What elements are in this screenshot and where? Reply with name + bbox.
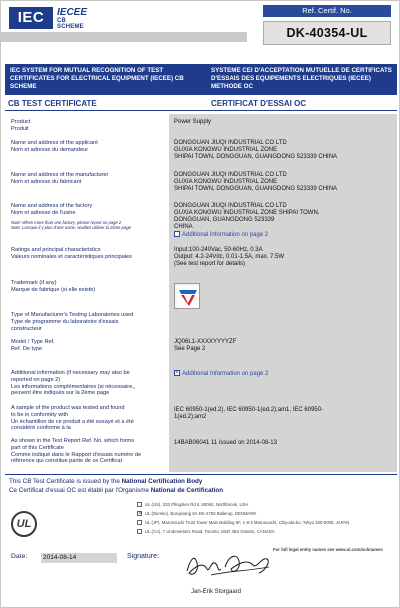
sample-label-en: A sample of the product was tested and found [11,405,125,411]
labs-label-fr: constructeur [11,325,42,332]
iec-logo: IEC [9,7,53,29]
ratings-line: (See test report for details) [174,260,246,267]
manufacturer-line: DONGGUAN JIUQI INDUSTRIAL CO LTD [174,172,287,178]
ratings-value [174,247,394,268]
product-label [11,119,166,133]
ul-entity-list [137,500,397,536]
cb-scheme-text: CB SCHEME [57,18,84,30]
issued-fr-text: Ce Certificat d'essai OC est établi par l'Organisme [9,487,149,494]
additional-info-text: Additional Information on page 2 [182,371,269,377]
factory-line: DONGGUAN JIUQI INDUSTRIAL CO LTD [174,203,287,209]
ul-entity-text: UL (CA), 7 Underwriters Road, Toronto, M1R 3B4 Ontario, CANADA [145,529,275,534]
additional-label-en: Additional information (if necessary may also be [11,370,130,376]
model-label [11,339,166,353]
system-title-en: IEC SYSTEM FOR MUTUAL RECOGNITION OF TEST CERTIFICATES FOR ELECTRICAL EQUIPMENT (IECEE) CB SCHEME [10,67,184,90]
issued-en-bold: National Certification Body [121,478,203,485]
sample-value [174,407,394,421]
sample-line: IEC 60950-1(ed.2), IEC 60950-1(ed.2);am1, IEC 60950- [174,407,324,413]
signer-name: Jan-Erik Storgaard [191,589,242,595]
ul-entity-text: UL (Demko), Borupvang 5A DK-2750 Ballerup, DENMARK [145,511,257,516]
model-line: JQ06L1-XXXXYYYYZF [174,339,237,345]
additional-label-en: reported on page 2) [11,376,61,383]
model-label-en: Model / Type Ref. [11,339,55,345]
factory-line: CHINA [174,223,193,230]
factory-additional-checkbox[interactable] [174,231,180,237]
certificate-title-en: CB TEST CERTIFICATE [8,99,97,108]
additional-info-checkbox[interactable] [174,370,180,376]
ratings-label-fr: Valeurs nominales et caractéristiques principales [11,253,132,260]
issued-en-text: This CB Test Certificate is issued by the [9,478,120,485]
labs-label-fr: Type de programme du laboratoire d'essais [11,318,119,325]
ratings-label [11,247,166,261]
factory-label [11,203,166,230]
signature-label: Signature: [127,553,159,560]
labs-label [11,312,166,332]
ul-entity-checkbox[interactable] [137,502,142,507]
product-value-text: Power Supply [174,119,212,125]
iecee-logo [57,7,91,29]
model-label-fr: Ref. De type [11,345,43,352]
labs-label-en: Type of Manufacturer's Testing Laboratories used [11,312,134,318]
factory-additional-row [174,231,394,239]
applicant-line: GUXIA KONGWU INDUSTRIAL ZONE [174,146,278,153]
ul-entity-checkbox[interactable] [137,529,142,534]
signature-image [181,549,276,581]
applicant-label [11,140,166,154]
manufacturer-line: GUXIA KONGWU INDUSTRIAL ZONE [174,178,278,185]
ref-certif-number: DK-40354-UL [263,21,391,45]
ul-entity-text: UL (JP), Marunouchi Trust Tower Main Building 6F, 1-8-3 Marunouchi, Chiyoda-ku, Tokyo 100-0005, JAPAN [145,520,350,525]
ul-entity-row [137,518,397,527]
issued-fr-bold: National de Certification [150,487,224,494]
manufacturer-label [11,172,166,186]
header [1,1,400,61]
trademark-logo [174,283,200,309]
factory-additional-text: Additional information on page 2 [182,231,269,238]
sample-label-fr: Un échantillon de ce produit a été essayé et a été [11,418,134,425]
model-line: See Page 2 [174,345,206,352]
ul-entity-row [137,527,397,536]
ul-entity-row [137,500,397,509]
date-value: 2014-08-14 [41,553,117,563]
trademark-label-fr: Marque de fabrique (si elle existe) [11,286,96,293]
product-label-en: Product [11,119,31,125]
date-label: Date: [11,553,28,560]
issued-by-fr [9,487,223,495]
applicant-label-fr: Nom et adresse du demandeur [11,146,89,153]
legal-entity-note: For full legal entity names see www.ul.com/ncbnames [273,547,383,552]
ul-logo: UL [11,511,37,537]
report-label-en: As shown in the Test Report Ref. No. which forms [11,438,135,444]
ratings-line: Input:100-240Vac, 50-60Hz, 0.3A [174,247,263,253]
trademark-label [11,280,166,294]
factory-line: DONGGUAN, GUANGDONG 523339 [174,216,275,223]
factory-value [174,203,394,239]
ratings-line: Output: 4.2-24Vdc, 0.01-1.5A, max. 7.5W [174,253,285,260]
additional-info-value [174,370,394,378]
report-label-fr: Comme indiqué dans le Rapport d'essais numéro de [11,451,142,458]
report-label-fr: référence qui constitue partie de ce Certificat [11,458,123,465]
applicant-value [174,140,394,161]
manufacturer-label-en: Name and address of the manufacturer [11,172,109,178]
manufacturer-label-fr: Nom et adresse du fabricant [11,178,82,185]
additional-info-row [174,370,394,378]
report-label-en: part of this Certificate [11,444,64,451]
ul-entity-checkbox[interactable] [137,511,142,516]
ul-entity-row [137,509,397,518]
system-title-band [5,64,397,95]
trademark-label-en: Trademark (if any) [11,280,57,286]
ref-certif-label: Ref. Certif. No. [263,5,391,17]
factory-label-en: Name and address of the factory [11,203,93,209]
factory-label-fr: Nom et adresse de l'usine [11,209,76,216]
manufacturer-line: SHIPAI TOWN, DONGGUAN, GUANGDONG 523339 CHINA [174,185,338,192]
manufacturer-value [174,172,394,193]
issued-by-en [9,478,202,486]
report-value-text: 14BAB06041 11 issued on 2014-08-13 [174,440,277,446]
applicant-line: DONGGUAN JIUQI INDUSTRIAL CO LTD [174,140,287,146]
issued-by-statement [5,474,397,496]
trademark-logo-icon [175,284,201,310]
additional-label-fr: peuvent être indiqués sur la 2ème page [11,390,110,397]
additional-label-fr: Les informations complémentaires (si nécessaire,, [11,383,136,390]
applicant-line: SHIPAI TOWN, DONGGUAN, GUANGDONG 523339 CHINA [174,153,338,160]
sample-label-fr: considéré conforme à la [11,425,71,432]
product-label-fr: Produit [11,125,29,132]
sample-line: 1(ed.2);am2 [174,413,207,420]
applicant-label-en: Name and address of the applicant [11,140,98,146]
iecee-logo-text: IECEE [57,7,88,18]
report-label [11,438,166,465]
model-value [174,339,394,353]
header-band [1,32,247,42]
ratings-label-en: Ratings and principal characteristics [11,247,101,253]
report-value [174,440,394,447]
factory-note-en: Note: When more than one factory, please report on page 2 [11,219,122,225]
product-value [174,119,394,126]
certificate-title-fr: CERTIFICAT D'ESSAI OC [211,99,307,108]
sample-label [11,405,166,432]
sample-label-en: to be in conformity with [11,411,69,418]
certificate-titles [5,99,397,111]
factory-line: GUXIA KONGWU INDUSTRIAL ZONE SHIPAI TOWN, [174,209,320,216]
factory-note-fr: Note: Lorsque il y plus d'une usine, veuillez utiliser la 2ème page [11,224,131,230]
ul-entity-checkbox[interactable] [137,520,142,525]
additional-info-label [11,370,166,397]
ul-entity-text: UL (US), 333 Pfingsten Rd IL 60062, Northbrook, USA [145,502,249,507]
system-title-fr: SYSTEME CEI D'ACCEPTATION MUTUELLE DE CERTIFICATS D'ESSAIS DES EQUIPEMENTS ELECTRIQUES (IECEE) METHODE OC [211,67,392,90]
